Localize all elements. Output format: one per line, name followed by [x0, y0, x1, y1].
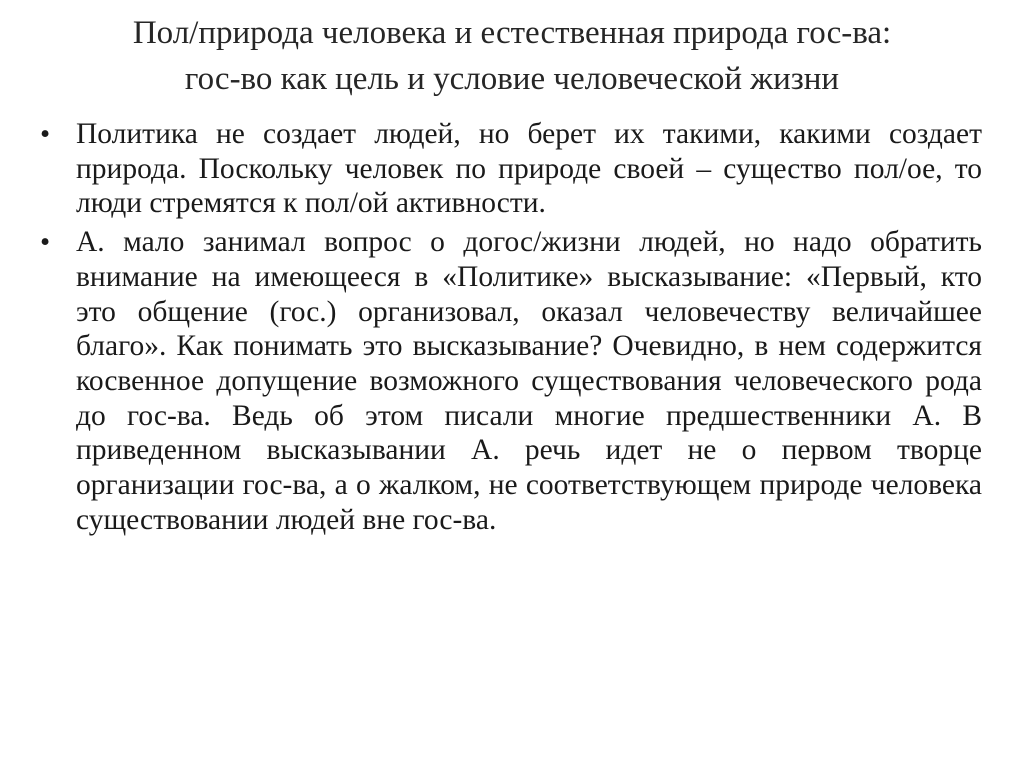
bullet-item-1	[36, 117, 982, 221]
bullet-dot-icon: •	[40, 118, 51, 150]
bullet-dot-icon: •	[40, 226, 51, 259]
bullet-list	[36, 117, 982, 541]
slide-title-line-2: гос-во как цель и условие человеческой жизни	[184, 61, 840, 97]
bullet-item-2	[36, 225, 982, 537]
slide-title	[30, 10, 994, 102]
bullet-text-2: А. мало занимал вопрос о догос/жизни людей, но надо обратить внимание на имеющееся в «Политике» высказывание: «Первый, кто это общение (гос.) организовал, оказал человечеству величайшее благо». Как понимать это высказывание? Очевидно, в нем содержится косвенное допущение возможного существования человеческого рода до гос-ва. Ведь об этом писали многие предшественники А. В приведенном высказывании А. речь идет не о первом творце организации гос-ва, а о жалком, не соответствующем природе человека существовании людей вне гос-ва.	[76, 226, 982, 536]
bullet-text-1: Политика не создает людей, но берет их такими, какими создает природа. Поскольку человек по природе своей – существо пол/ое, то люди стремятся к пол/ой активности.	[76, 118, 982, 220]
slide-title-line-1: Пол/природа человека и естественная природа гос-ва:	[132, 15, 892, 51]
